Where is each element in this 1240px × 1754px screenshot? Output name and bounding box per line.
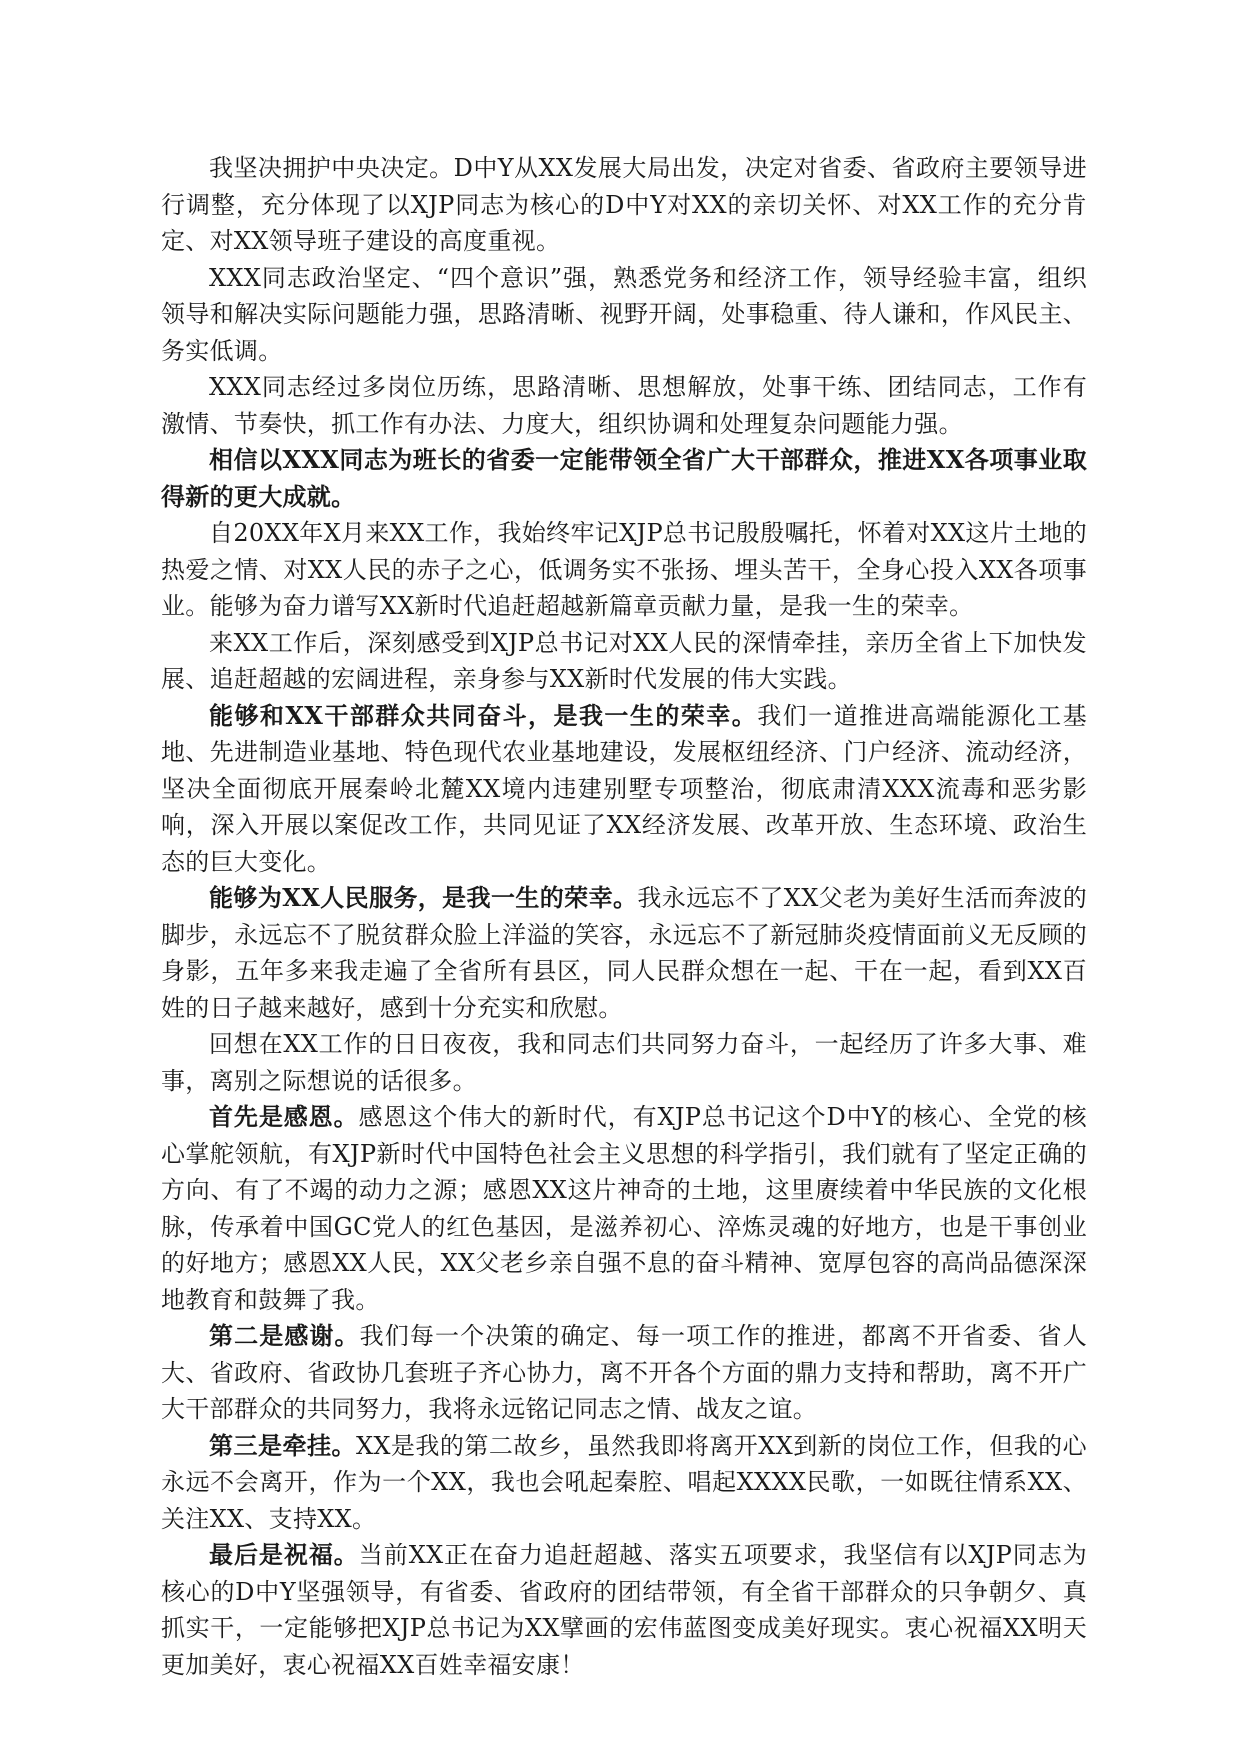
paragraph-lead: 最后是祝福。 [209, 1540, 359, 1569]
document-body [161, 150, 1087, 1683]
paragraph-2 [161, 260, 1087, 370]
paragraph-12 [161, 1428, 1087, 1538]
paragraph-text: 我坚决拥护中央决定。D中Y从XX发展大局出发，决定对省委、省政府主要领导进行调整，充分体现了以XJP同志为核心的D中Y对XX的亲切关怀、对XX工作的充分肯定、对XX领导班子建设的高度重视。 [161, 154, 1087, 255]
paragraph-lead: 首先是感恩。 [209, 1102, 359, 1131]
paragraph-11 [161, 1318, 1087, 1428]
paragraph-5 [161, 515, 1087, 625]
paragraph-text: 我们每一个决策的确定、每一项工作的推进，都离不开省委、省人大、省政府、省政协几套班子齐心协力，离不开各个方面的鼎力支持和帮助，离不开广大干部群众的共同努力，我将永远铭记同志之情、战友之谊。 [161, 1322, 1087, 1423]
paragraph-3 [161, 369, 1087, 442]
paragraph-text: XX是我的第二故乡，虽然我即将离开XX到新的岗位工作，但我的心永远不会离开，作为一个XX，我也会吼起秦腔、唱起XXXX民歌，一如既往情系XX、关注XX、支持XX。 [161, 1431, 1087, 1533]
paragraph-text: XXX同志政治坚定、“四个意识”强，熟悉党务和经济工作，领导经验丰富，组织领导和解决实际问题能力强，思路清晰、视野开阔，处事稳重、待人谦和，作风民主、务实低调。 [161, 263, 1087, 365]
paragraph-text: XXX同志经过多岗位历练，思路清晰、思想解放，处事干练、团结同志，工作有激情、节奏快，抓工作有办法、力度大，组织协调和处理复杂问题能力强。 [161, 373, 1087, 438]
paragraph-8 [161, 880, 1087, 1026]
paragraph-13 [161, 1537, 1087, 1683]
paragraph-text: 我们一道推进高端能源化工基地、先进制造业基地、特色现代农业基地建设，发展枢纽经济、门户经济、流动经济，坚决全面彻底开展秦岭北麓XX境内违建别墅专项整治，彻底肃清XXX流毒和恶劣影响，深入开展以案促改工作，共同见证了XX经济发展、改革开放、生态环境、政治生态的巨大变化。 [161, 701, 1087, 876]
paragraph-text: 回想在XX工作的日日夜夜，我和同志们共同努力奋斗，一起经历了许多大事、难事，离别之际想说的话很多。 [161, 1030, 1087, 1095]
paragraph-4 [161, 442, 1087, 515]
paragraph-lead: 相信以XXX同志为班长的省委一定能带领全省广大干部群众，推进XX各项事业取得新的更大成就。 [161, 445, 1087, 511]
paragraph-text: 自20XX年X月来XX工作，我始终牢记XJP总书记殷殷嘱托，怀着对XX这片土地的热爱之情、对XX人民的赤子之心，低调务实不张扬、埋头苦干，全身心投入XX各项事业。能够为奋力谱写XX新时代追赶超越新篇章贡献力量，是我一生的荣幸。 [161, 519, 1087, 620]
paragraph-7 [161, 698, 1087, 881]
paragraph-9 [161, 1026, 1087, 1099]
paragraph-1 [161, 150, 1087, 260]
paragraph-lead: 第二是感谢。 [209, 1321, 360, 1350]
paragraph-text: 感恩这个伟大的新时代，有XJP总书记这个D中Y的核心、全党的核心掌舵领航，有XJP新时代中国特色社会主义思想的科学指引，我们就有了坚定正确的方向、有了不竭的动力之源；感恩XX这片神奇的土地，这里赓续着中华民族的文化根脉，传承着中国GC党人的红色基因，是滋养初心、淬炼灵魂的好地方，也是干事创业的好地方；感恩XX人民，XX父老乡亲自强不息的奋斗精神、宽厚包容的高尚品德深深地教育和鼓舞了我。 [161, 1103, 1087, 1314]
paragraph-lead: 能够为XX人民服务，是我一生的荣幸。 [209, 883, 638, 912]
paragraph-text: 来XX工作后，深刻感受到XJP总书记对XX人民的深情牵挂，亲历全省上下加快发展、追赶超越的宏阔进程，亲身参与XX新时代发展的伟大实践。 [161, 628, 1087, 693]
paragraph-10 [161, 1099, 1087, 1318]
paragraph-text: 我永远忘不了XX父老为美好生活而奔波的脚步，永远忘不了脱贫群众脸上洋溢的笑容，永远忘不了新冠肺炎疫情面前义无反顾的身影，五年多来我走遍了全省所有县区，同人民群众想在一起、干在一起，看到XX百姓的日子越来越好，感到十分充实和欣慰。 [161, 884, 1087, 1022]
paragraph-lead: 第三是牵挂。 [209, 1430, 356, 1460]
paragraph-lead: 能够和XX干部群众共同奋斗，是我一生的荣幸。 [209, 700, 758, 730]
paragraph-text: 当前XX正在奋力追赶超越、落实五项要求，我坚信有以XJP同志为核心的D中Y坚强领导，有省委、省政府的团结带领，有全省干部群众的只争朝夕、真抓实干，一定能够把XJP总书记为XX擘画的宏伟蓝图变成美好现实。衷心祝福XX明天更加美好，衷心祝福XX百姓幸福安康！ [161, 1541, 1087, 1679]
paragraph-6 [161, 625, 1087, 698]
